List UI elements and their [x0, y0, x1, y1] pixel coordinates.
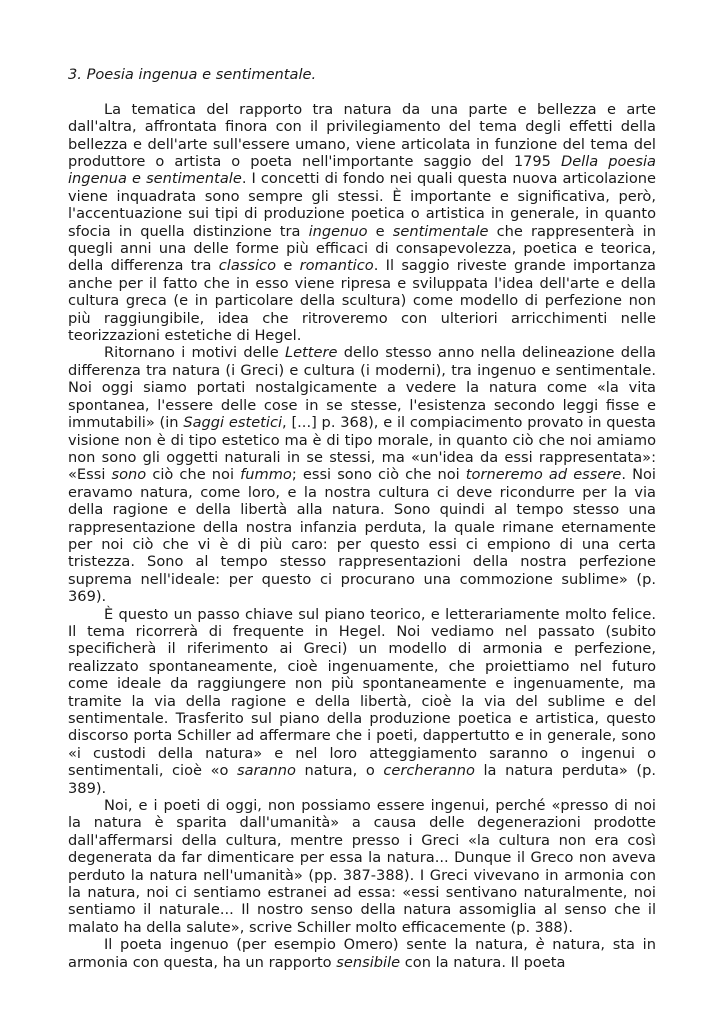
italic-run: è	[535, 936, 545, 954]
italic-run: torneremo ad essere	[465, 466, 622, 484]
paragraph	[68, 101, 656, 345]
text-run: Noi, e i poeti di oggi, non possiamo essere ingenui, perché «presso di noi la natura è sparita dall'umanità» a causa delle degenerazioni prodotte dall'affermarsi della cultura, mentre presso i Greci «la cultura non era così degenerata da far dimenticare per essa la natura... Dunque il Greco non aveva perduto la natura nell'umanità» (pp. 387-388). I Greci vivevano in armonia con la natura, noi ci sentiamo estranei ad essa: «essi sentivano naturalmente, noi sentiamo il naturale... Il nostro senso della natura assomiglia al senso che il malato ha della salute», scrive Schiller molto efficacemente (p. 388).	[68, 797, 656, 936]
italic-run: classico	[218, 257, 277, 275]
text-run: la natura perduta» (p. 389).	[68, 762, 656, 797]
italic-run: sono	[111, 466, 147, 484]
text-run: che rappresenterà in quegli anni una delle forme più efficaci di consapevolezza, poetica e teorica, della differenza tra	[68, 222, 656, 275]
paragraph	[68, 344, 656, 605]
text-run: Il poeta ingenuo (per esempio Omero) sente la natura,	[104, 936, 536, 954]
paragraph	[68, 606, 656, 797]
text-run: , [...] p. 368), e il compiacimento provato in questa visione non è di tipo estetico ma è di tipo morale, in quanto ciò che noi amiamo non sono gli oggetti naturali in se stessi, ma «un'idea da essi rappresentata»: «Essi	[68, 414, 656, 484]
italic-run: fummo	[240, 466, 292, 484]
italic-run: romantico	[299, 257, 374, 275]
italic-run: ingenuo	[308, 222, 368, 240]
text-run: e	[367, 222, 393, 240]
section-heading: 3. Poesia ingenua e sentimentale.	[68, 66, 317, 83]
italic-run: Della poesia ingenua e sentimentale	[68, 153, 656, 188]
paragraph	[68, 797, 656, 936]
text-run: e	[276, 257, 300, 275]
text-run: ; essi sono ciò che noi	[291, 466, 466, 484]
italic-run: saranno	[237, 762, 296, 780]
text-run: . I concetti di fondo nei quali questa nuova articolazione viene inquadrata sono sempre gli stessi. È importante e significativa, però, l'accentuazione sui tipi di produzione poetica o artistica in generale, in quanto sfocia in quella distinzione tra	[68, 170, 656, 240]
text-run: ciò che noi	[146, 466, 241, 484]
italic-run: cercheranno	[383, 762, 475, 780]
italic-run: sentimentale	[392, 222, 489, 240]
text-run: Ritornano i motivi delle	[104, 344, 285, 362]
text-run: . Noi eravamo natura, come loro, e la nostra cultura ci deve ricondurre per la via della ragione e della libertà alla natura. Sono quindi al tempo stesso una rappresentazione della nostra infanzia perduta, la quale rimane eternamente per noi ciò che vi è di più caro: per questo essi ci empiono di una certa tristezza. Sono al tempo stesso rappresentazioni della nostra perfezione suprema nell'ideale: per questo ci procurano una commozione sublime» (p. 369).	[68, 466, 656, 606]
text-run: dello stesso anno nella delineazione della differenza tra natura (i Greci) e cultura (i moderni), tra ingenuo e sentimentale. Noi oggi siamo portati nostalgicamente a vedere la natura come «la vita spontanea, l'essere delle cose in se stesse, l'esistenza secondo leggi fisse e immutabili» (in	[68, 344, 656, 432]
body-text	[68, 101, 656, 971]
italic-run: Lettere	[284, 344, 338, 362]
paragraph	[68, 936, 656, 971]
italic-run: Saggi estetici	[183, 414, 283, 432]
text-run: È questo un passo chiave sul piano teorico, e letterariamente molto felice. Il tema ricorrerà di frequente in Hegel. Noi vediamo nel passato (subito specificherà il riferimento ai Greci) un modello di armonia e perfezione, realizzato spontaneamente, cioè ingenuamente, che proiettiamo nel futuro come ideale da raggiungere non più spontaneamente e ingenuamente, ma tramite la via della ragione e della libertà, cioè la via del sublime e del sentimentale. Trasferito sul piano della produzione poetica e artistica, questo discorso porta Schiller ad affermare che i poeti, dappertutto e in generale, sono «i custodi della natura» e nel loro atteggiamento saranno o ingenui o sentimentali, cioè «o	[68, 605, 656, 780]
text-run: con la natura. Il poeta	[400, 953, 566, 971]
text-run: . Il saggio riveste grande importanza anche per il fatto che in esso viene ripresa e sviluppata l'idea dell'arte e della cultura greca (e in particolare della scultura) come modello di perfezione non più raggiungibile, idea che ritroveremo con ulteriori arricchimenti nelle teorizzazioni estetiche di Hegel.	[68, 257, 656, 345]
document-page	[68, 66, 656, 971]
text-run: La tematica del rapporto tra natura da una parte e bellezza e arte dall'altra, affrontata finora con il privilegiamento del tema degli effetti della bellezza e dell'arte sull'essere umano, viene articolata in funzione del tema del produttore o artista o poeta nell'importante saggio del 1795	[68, 100, 656, 171]
italic-run: sensibile	[336, 953, 401, 971]
text-run: natura, o	[295, 762, 384, 780]
text-run: natura, sta in armonia con questa, ha un rapporto	[68, 936, 656, 971]
